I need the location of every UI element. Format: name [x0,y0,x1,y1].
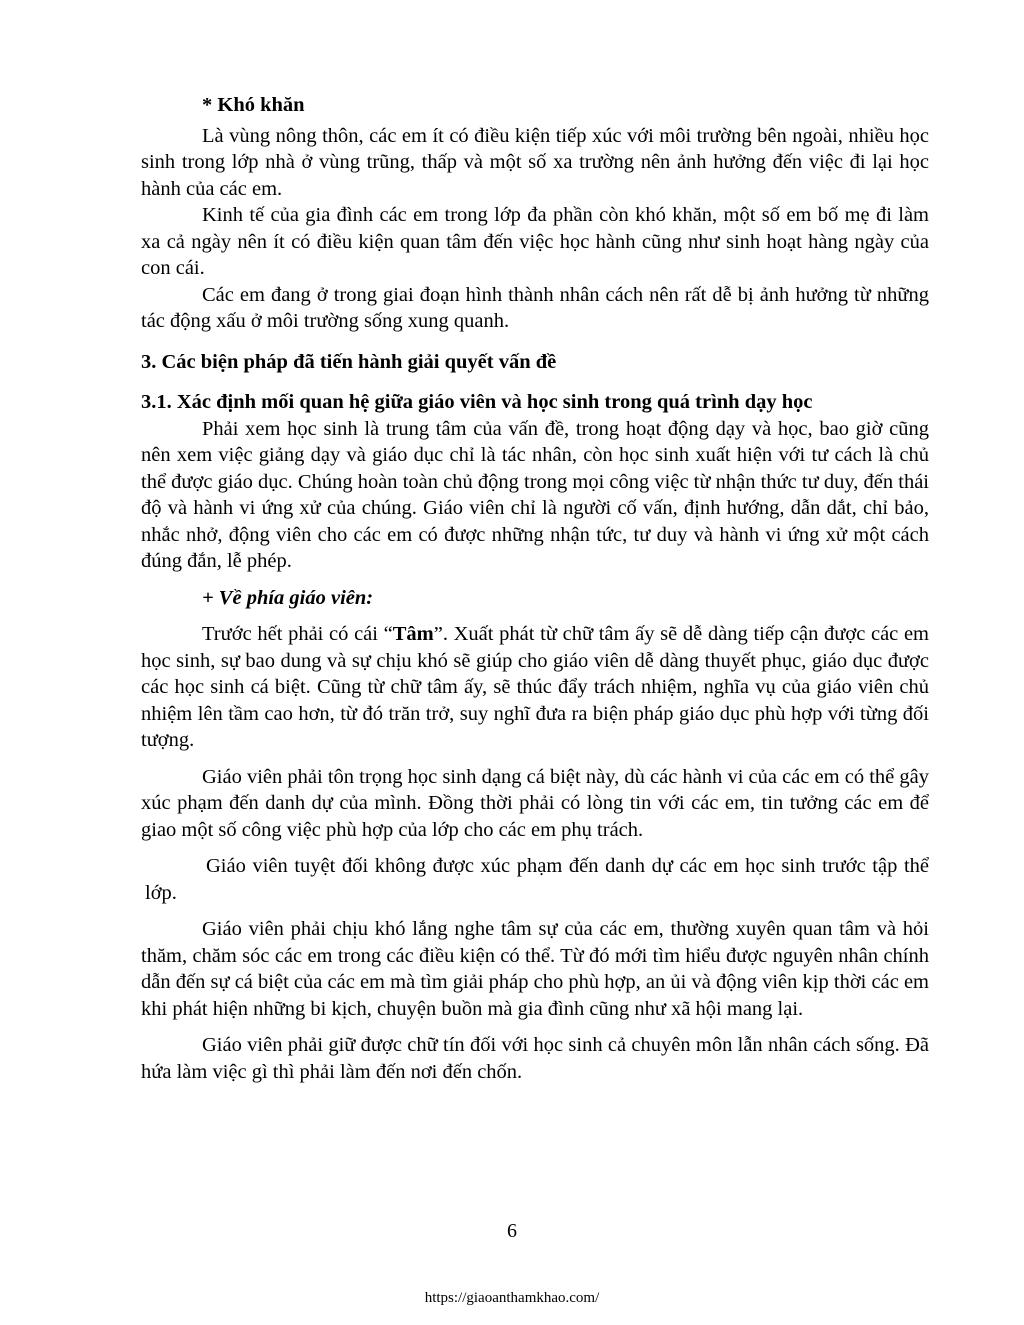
section-3-1-paragraph: Phải xem học sinh là trung tâm của vấn đề, trong hoạt động dạy và học, bao giờ cũng nên xem việc giảng dạy và giáo dục chỉ là tác nhân, còn học sinh xuất hiện với tư cách là chủ thể được giáo dục. Chúng hoàn toàn chủ động trong mọi công việc từ nhận thức tư duy, đến thái độ và hành vi ứng xử của chúng. Giáo viên chỉ là người cố vấn, định hướng, dẫn dắt, chỉ bảo, nhắc nhở, động viên cho các em có được những nhận tức, tư duy và hành vi ứng xử một cách đúng đắn, lễ phép. [141,417,929,572]
keep-promise-paragraph: Giáo viên phải giữ được chữ tín đối với học sinh cả chuyên môn lẫn nhân cách sống. Đã hứa làm việc gì thì phải làm đến nơi đến chốn. [141,1034,929,1083]
kho-khan-heading: * Khó khăn [202,94,305,116]
page-number: 6 [507,1220,517,1242]
no-insult-paragraph: Giáo viên tuyệt đối không được xúc phạm đến danh dự các em học sinh trước tập thể lớp. [145,855,929,904]
kho-khan-paragraph-2: Kinh tế của gia đình các em trong lớp đa phần còn khó khăn, một số em bố mẹ đi làm xa cả ngày nên ít có điều kiện quan tâm đến việc học hành cũng như sinh hoạt hàng ngày của con cái. [141,204,929,279]
listen-paragraph: Giáo viên phải chịu khó lắng nghe tâm sự của các em, thường xuyên quan tâm và hỏi thăm, chăm sóc các em trong các điều kiện có thể. Từ đó mới tìm hiểu được nguyên nhân chính dẫn đến sự cá biệt của các em mà tìm giải pháp cho phù hợp, an ủi và động viên kịp thời các em khi phát hiện những bi kịch, chuyện buồn mà gia đình cũng như xã hội mang lại. [141,918,929,1020]
teacher-side-heading: + Về phía giáo viên: [202,586,374,609]
footer-url[interactable]: https://giaoanthamkhao.com/ [424,1290,600,1306]
kho-khan-paragraph-1: Là vùng nông thôn, các em ít có điều kiện tiếp xúc với môi trường bên ngoài, nhiều học sinh trong lớp nhà ở vùng trũng, thấp và một số xa trường nên ảnh hưởng đến việc đi lại học hành của các em. [141,124,929,200]
document-body [141,92,929,1085]
section-3-1-heading: 3.1. Xác định mối quan hệ giữa giáo viên và học sinh trong quá trình dạy học [141,391,813,413]
kho-khan-paragraph-3: Các em đang ở trong giai đoạn hình thành nhân cách nên rất dễ bị ảnh hưởng từ những tác động xấu ở môi trường sống xung quanh. [141,283,929,332]
section-3-heading: 3. Các biện pháp đã tiến hành giải quyết vấn đề [141,350,557,373]
tam-paragraph [141,621,929,754]
tam-text-after: ”. Xuất phát từ chữ tâm ấy sẽ dễ dàng tiếp cận được các em học sinh, sự bao dung và sự chịu khó sẽ giúp cho giáo viên dễ dàng thuyết phục, giáo dục được các học sinh cá biệt. Cũng từ chữ tâm ấy, sẽ thúc đẩy trách nhiệm, nghĩa vụ của giáo viên chủ nhiệm lên tầm cao hơn, từ đó trăn trở, suy nghĩ đưa ra biện pháp giáo dục phù hợp với từng đối tượng. [141,623,930,751]
tam-text-before: Trước hết phải có cái “ [202,623,393,645]
tam-bold-word: Tâm [392,623,434,645]
respect-paragraph: Giáo viên phải tôn trọng học sinh dạng cá biệt này, dù các hành vi của các em có thể gây xúc phạm đến danh dự của mình. Đồng thời phải có lòng tin với các em, tin tưởng các em để giao một số công việc phù hợp của lớp cho các em phụ trách. [141,765,929,841]
